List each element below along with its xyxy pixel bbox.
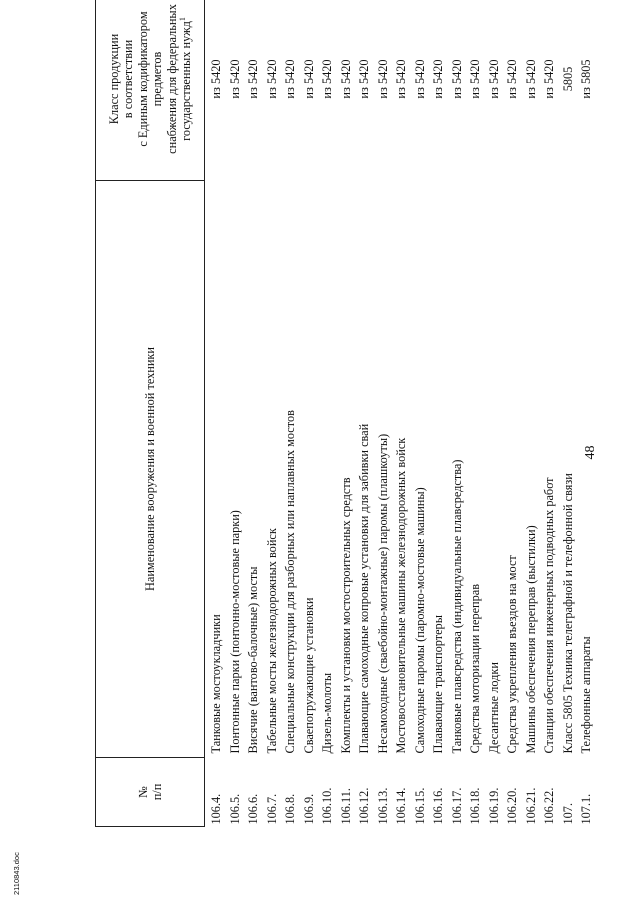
row-name: Несамоходные (сваебойно-монтажные) паромы (плашкоуты) [375, 433, 390, 754]
row-number: 106.11. [338, 788, 353, 825]
row-class: из 5420 [394, 59, 408, 99]
row-number: 106.21. [523, 787, 538, 825]
row-name: Станции обеспечения инженерных подводных работ [542, 477, 556, 754]
row-name: Танковые плавсредства (индивидуальные плавсредства) [449, 459, 464, 754]
row-class: из 5420 [264, 59, 279, 99]
table-row [300, 0, 319, 827]
row-class: из 5420 [542, 59, 556, 99]
row-name: Класс 5805 Техника телеграфной и телефонной связи [560, 473, 575, 754]
table-row [205, 0, 226, 827]
row-class: из 5420 [246, 59, 260, 99]
table-row [559, 0, 578, 827]
row-class: из 5420 [357, 59, 371, 99]
header-class-line: с Единым кодификатором предметов [135, 11, 164, 147]
row-name: Табельные мосты железнодорожных войск [264, 528, 279, 754]
row-number: 106.7. [264, 793, 279, 825]
row-number: 106.19. [486, 787, 501, 825]
row-name: Дизель-молоты [320, 672, 334, 754]
row-class: из 5420 [338, 59, 353, 99]
header-class-line [179, 0, 194, 174]
footer-filename: 2110843.doc [12, 852, 21, 895]
table-header-row [96, 0, 205, 827]
header-class [96, 0, 205, 181]
row-class: из 5420 [431, 59, 445, 99]
row-name: Машины обеспечения переправ (выстилки) [523, 525, 538, 754]
table-row [577, 0, 596, 827]
row-name: Десантные лодки [486, 662, 501, 754]
row-name: Средства моторизации переправ [468, 583, 482, 754]
row-name: Танковые мостоукладчики [209, 614, 223, 754]
header-class-line: в соответствии [121, 39, 135, 119]
row-name: Комплекты и установки мостостроительных средств [338, 477, 353, 754]
header-class-line: снабжения для федеральных [164, 4, 179, 154]
table-row [392, 0, 411, 827]
row-class: из 5420 [449, 59, 464, 99]
row-number: 106.8. [283, 793, 297, 825]
row-name: Понтонные парки (понтонно-мостовые парки) [227, 510, 242, 754]
row-class: из 5420 [283, 59, 297, 99]
table-row [540, 0, 559, 827]
row-class: из 5420 [227, 59, 242, 99]
row-number: 107.1. [579, 793, 593, 825]
row-class: из 5805 [579, 59, 593, 99]
row-number: 106.6. [246, 793, 260, 825]
row-class: из 5420 [468, 59, 482, 99]
table-row [411, 0, 430, 827]
header-num [96, 758, 205, 827]
row-name: Плавающие самоходные копровые установки для забивки свай [357, 423, 371, 754]
table-row [263, 0, 282, 827]
row-number: 106.5. [227, 793, 242, 825]
row-name: Телефонные аппараты [579, 636, 593, 754]
table-row [522, 0, 541, 827]
table-row [503, 0, 522, 827]
table-row [448, 0, 467, 827]
row-class: из 5420 [523, 59, 538, 99]
row-class: из 5420 [505, 59, 519, 99]
row-name: Сваепогружающие установки [301, 597, 316, 754]
row-class: из 5420 [209, 59, 223, 99]
row-name: Специальные конструкции для разборных или наплавных мостов [283, 410, 297, 754]
row-number: 106.12. [357, 787, 371, 825]
row-class: из 5420 [375, 59, 390, 99]
row-number: 106.4. [209, 793, 223, 825]
table-row [281, 0, 300, 827]
table-row [318, 0, 337, 827]
row-name: Средства укрепления въездов на мост [505, 555, 519, 754]
row-number: 106.13. [375, 787, 390, 825]
row-class: 5805 [560, 66, 575, 92]
page-number: 48 [583, 445, 598, 460]
row-class: из 5420 [486, 59, 501, 99]
row-number: 106.17. [449, 787, 464, 825]
header-class-line: Класс продукции [106, 33, 121, 125]
table-row [244, 0, 263, 827]
table-body [205, 0, 596, 827]
row-number: 106.20. [505, 787, 519, 825]
table-row [337, 0, 356, 827]
row-number: 106.9. [301, 793, 316, 825]
table-row [485, 0, 504, 827]
row-number: 106.16. [431, 787, 445, 825]
row-class: из 5420 [412, 59, 427, 99]
header-num-line: № [135, 786, 150, 798]
row-name: Мостовосстановительные машины железнодорожных войск [394, 437, 408, 754]
row-class: из 5420 [320, 59, 334, 99]
row-class: из 5420 [301, 59, 316, 99]
table-row [226, 0, 245, 827]
table-row [429, 0, 448, 827]
row-name: Плавающие транспортеры [431, 615, 445, 754]
row-name: Самоходные паромы (паромно-мостовые машины) [412, 487, 427, 754]
row-number: 106.18. [468, 787, 482, 825]
row-number: 106.10. [320, 787, 334, 825]
header-name: Наименование вооружения и военной техники [96, 181, 205, 758]
header-class-line-text: государственных нужд [179, 21, 193, 141]
table-row [466, 0, 485, 827]
row-number: 106.14. [394, 787, 408, 825]
table-row [355, 0, 374, 827]
row-number: 106.22. [542, 787, 556, 825]
table-row [374, 0, 393, 827]
equipment-table [95, 0, 596, 827]
row-number: 106.15. [412, 787, 427, 825]
footnote-marker: 1 [177, 17, 187, 22]
row-number: 107. [560, 802, 575, 825]
header-num-line: п/п [150, 783, 164, 801]
row-name: Висячие (вантово-балочные) мосты [246, 566, 260, 754]
